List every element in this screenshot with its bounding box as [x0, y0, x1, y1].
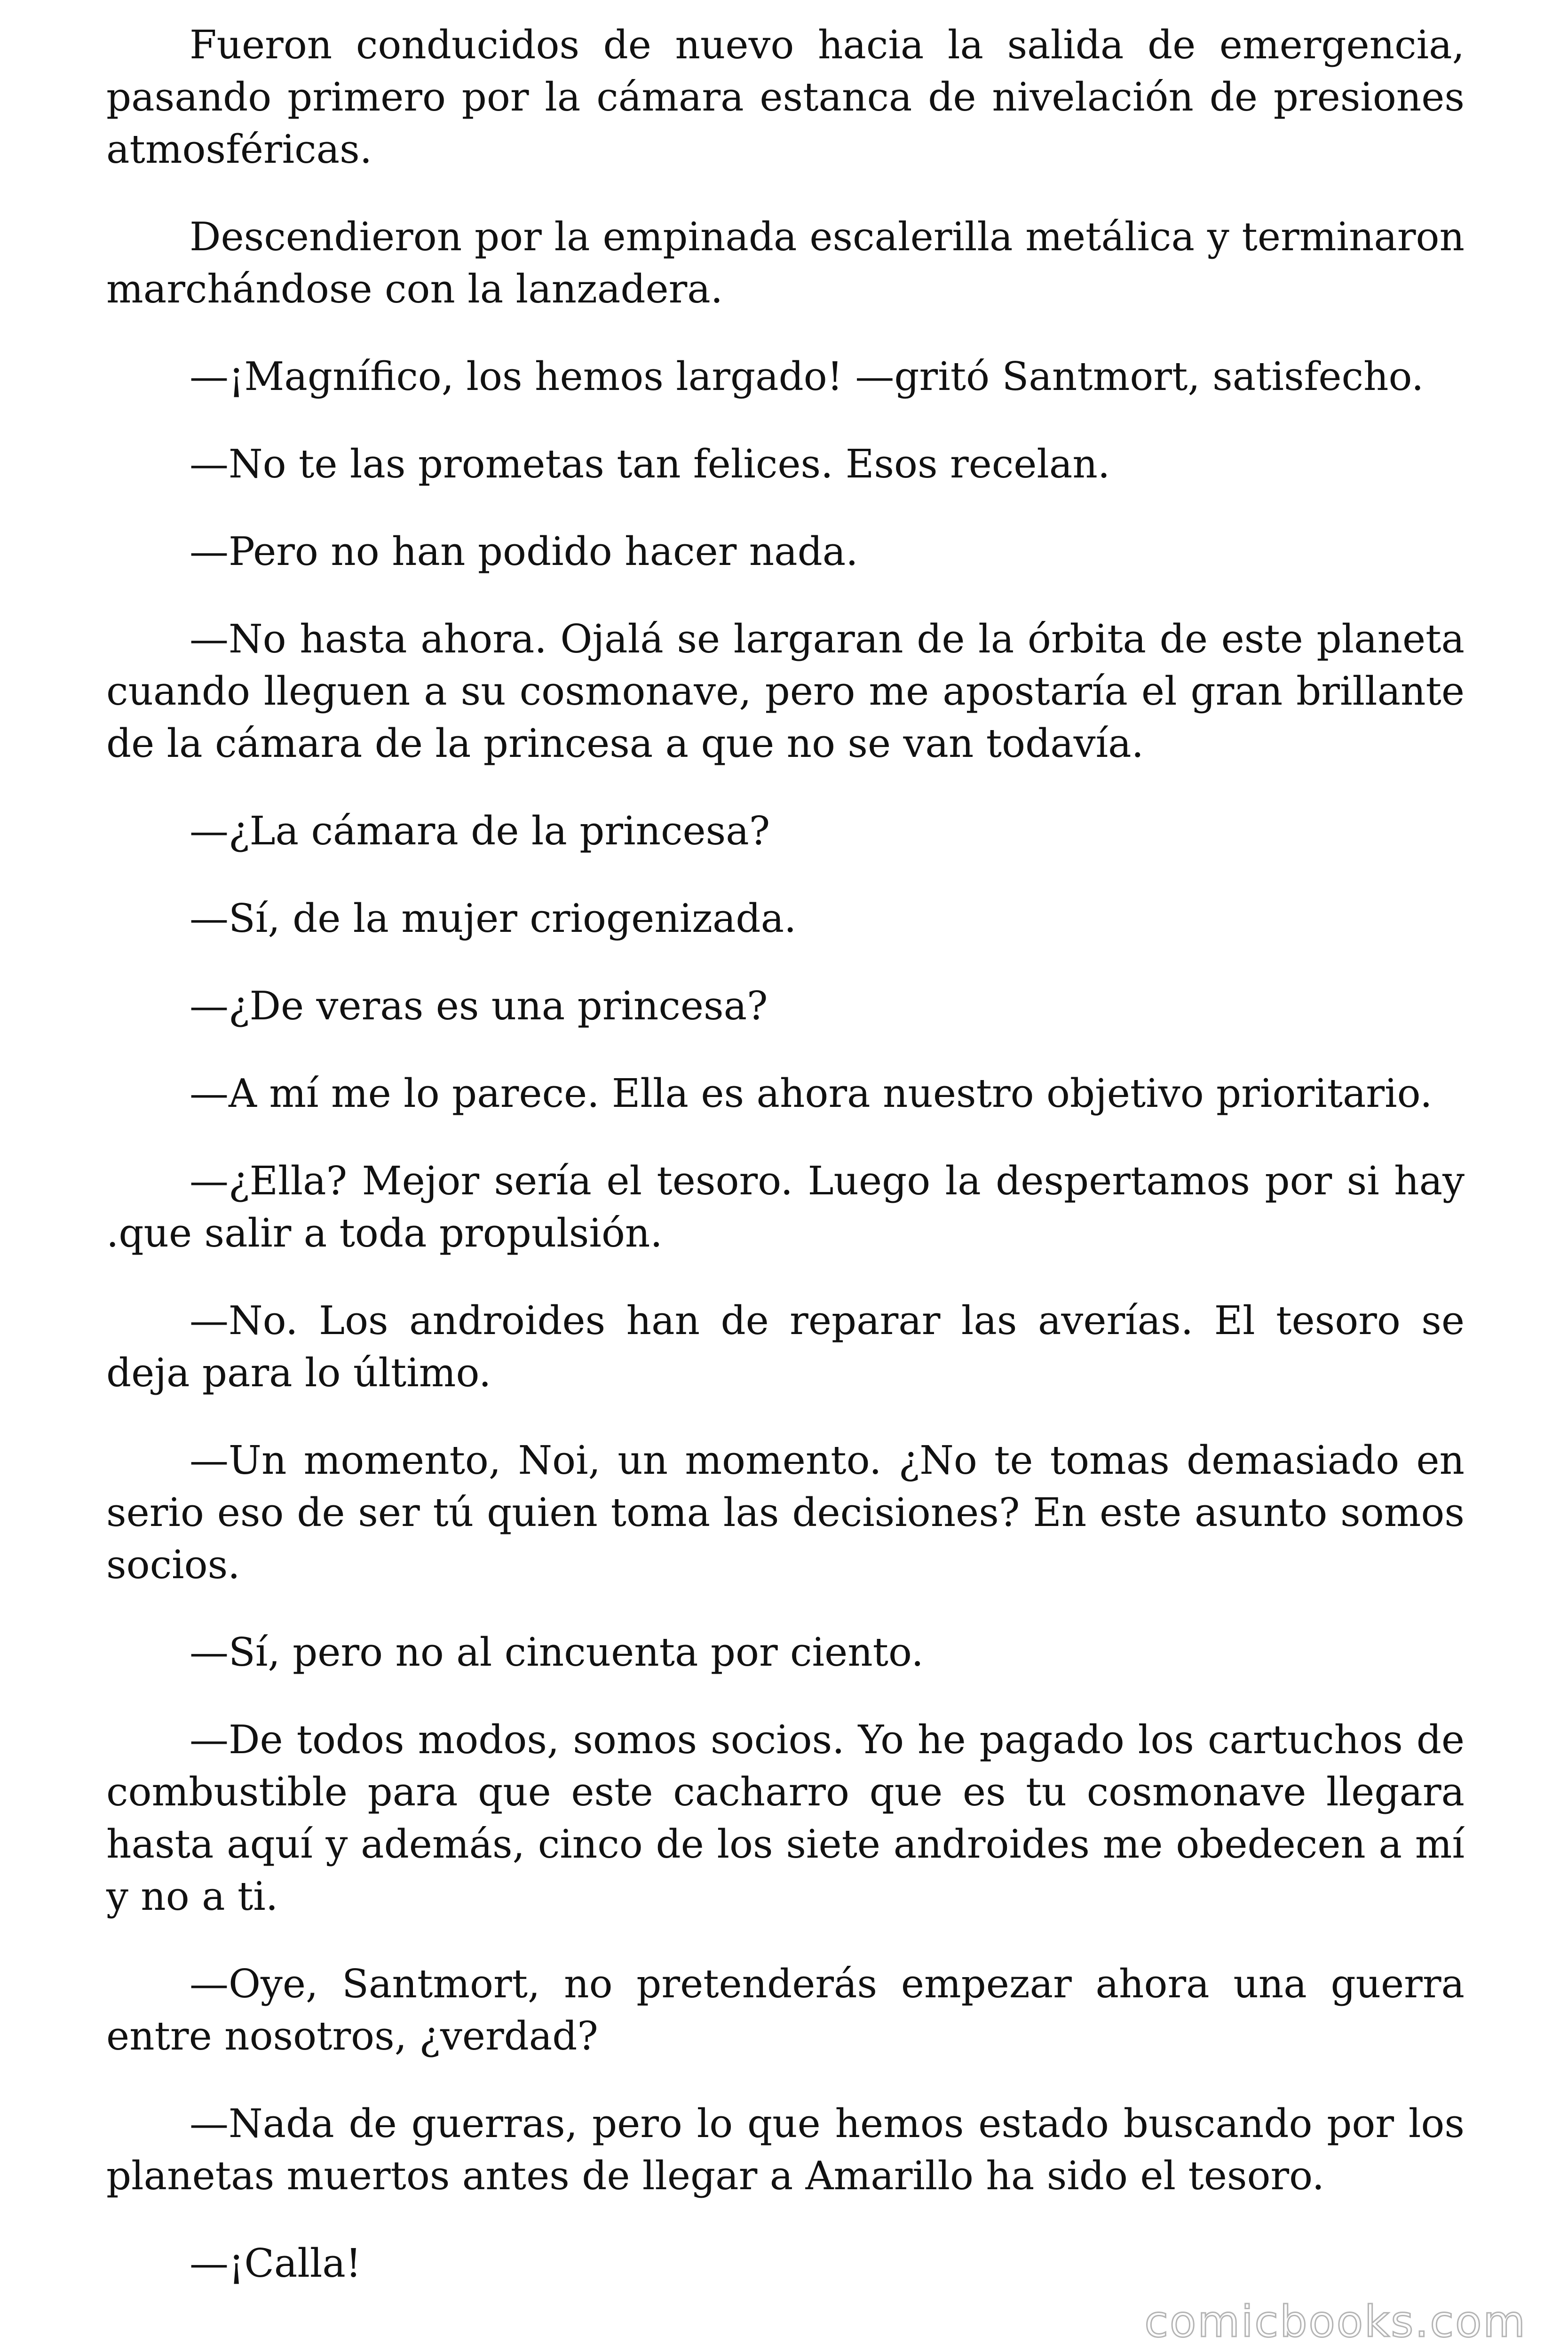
dialogue-line: —¿La cámara de la princesa? — [190, 808, 770, 854]
book-page-text — [106, 19, 1465, 2289]
dialogue-line: —Sí, de la mujer criogenizada. — [190, 896, 797, 941]
dialogue-line: —¿De veras es una princesa? — [190, 983, 768, 1029]
dialogue-line: —No. Los androides han de reparar las averías. El tesoro se deja para lo último. — [106, 1298, 1465, 1396]
dialogue-line: —No te las prometas tan felices. Esos recelan. — [190, 441, 1110, 487]
paragraph: Fueron conducidos de nuevo hacia la salida de emergencia, pasando primero por la cámara estanca de nivelación de presiones atmosféricas. — [106, 22, 1465, 172]
dialogue-line: —No hasta ahora. Ojalá se largaran de la órbita de este planeta cuando lleguen a su cosmonave, pero me apostaría el gran brillante de la cámara de la princesa a que no se van todavía. — [106, 616, 1465, 766]
paragraph: Descendieron por la empinada escalerilla metálica y terminaron marchándose con la lanzadera. — [106, 214, 1465, 312]
dialogue-line: —De todos modos, somos socios. Yo he pagado los cartuchos de combustible para que este cacharro que es tu cosmonave llegara hasta aquí y además, cinco de los siete androides me obedecen a mí y no a ti. — [106, 1717, 1465, 1919]
dialogue-line: —Sí, pero no al cincuenta por ciento. — [190, 1629, 924, 1675]
dialogue-line: —¡Magnífico, los hemos largado! —gritó Santmort, satisfecho. — [190, 354, 1424, 399]
dialogue-line: —Nada de guerras, pero lo que hemos estado buscando por los planetas muertos antes de llegar a Amarillo ha sido el tesoro. — [106, 2101, 1465, 2199]
dialogue-line: —¿Ella? Mejor sería el tesoro. Luego la despertamos por si hay .que salir a toda propulsión. — [106, 1158, 1465, 1256]
dialogue-line: —¡Calla! — [190, 2241, 362, 2286]
dialogue-line: —A mí me lo parece. Ella es ahora nuestro objetivo prioritario. — [190, 1071, 1433, 1116]
dialogue-line: —Un momento, Noi, un momento. ¿No te tomas demasiado en serio eso de ser tú quien toma las decisiones? En este asunto somos socios. — [106, 1438, 1465, 1588]
watermark: comicbooks.com — [1144, 2296, 1527, 2347]
dialogue-line: —Oye, Santmort, no pretenderás empezar ahora una guerra entre nosotros, ¿verdad? — [106, 1961, 1465, 2059]
dialogue-line: —Pero no han podido hacer nada. — [190, 529, 858, 574]
